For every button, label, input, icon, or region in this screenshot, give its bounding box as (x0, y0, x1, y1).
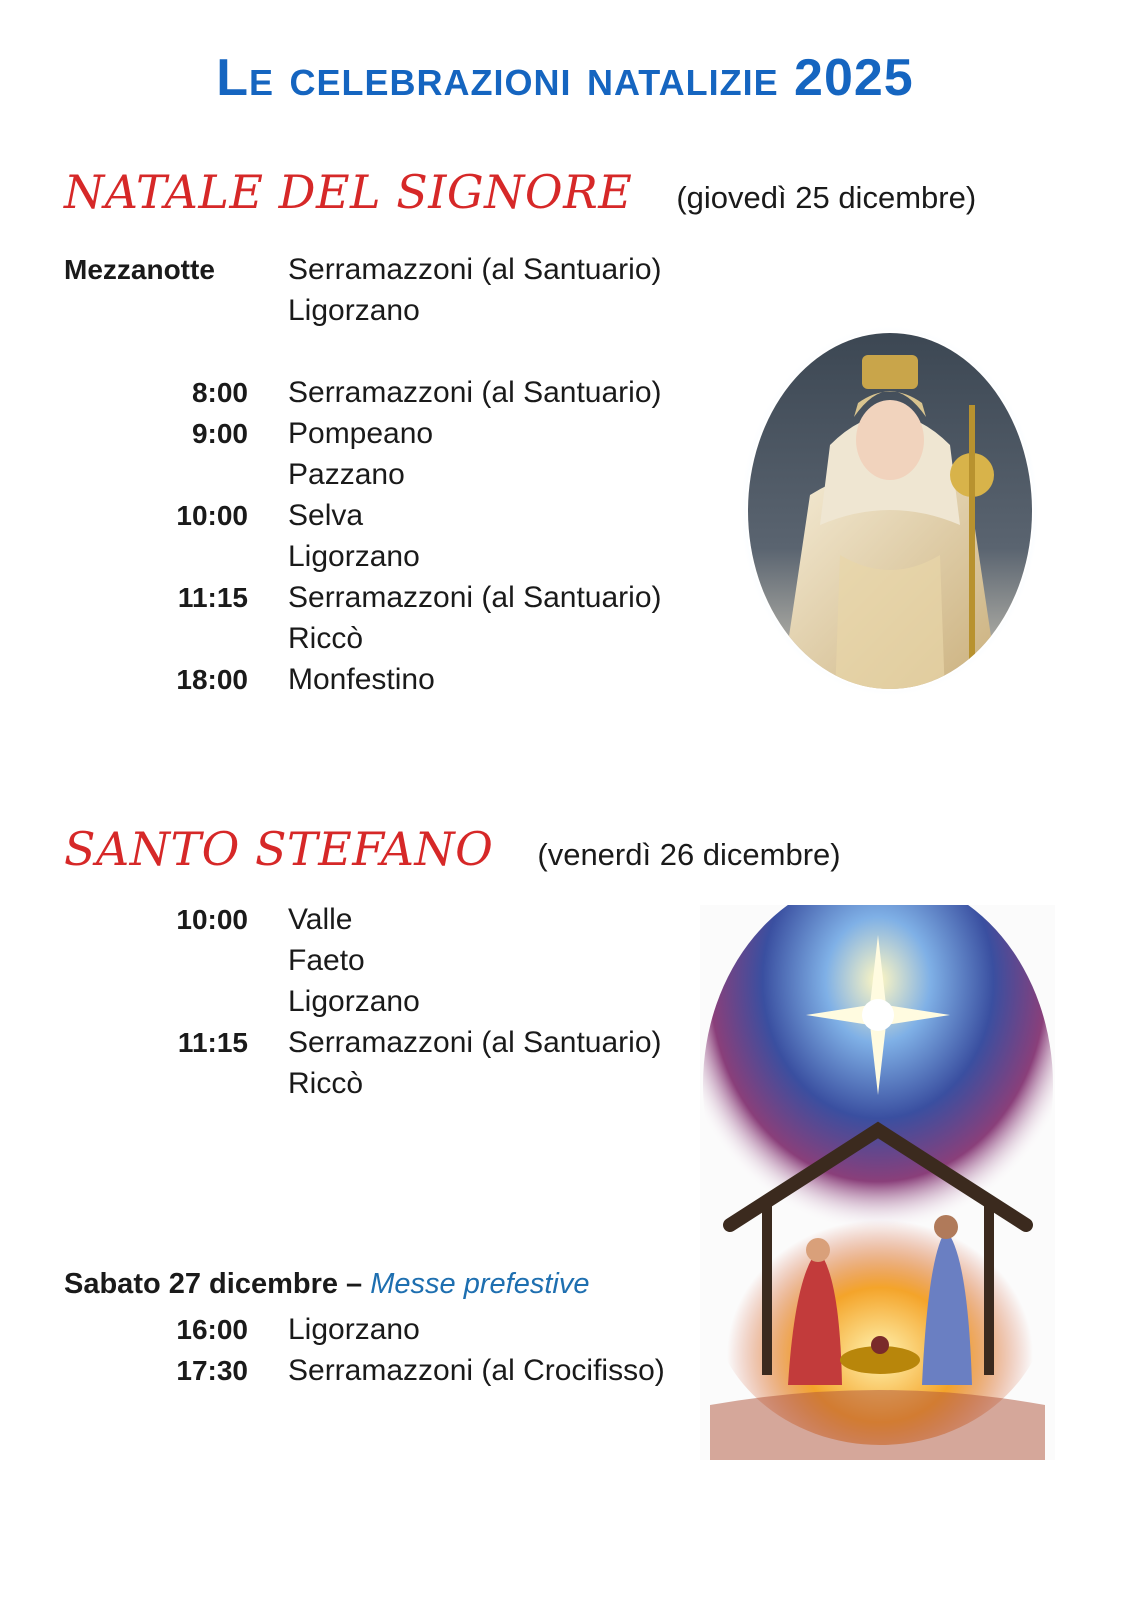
schedule-place: Serramazzoni (al Santuario) (288, 1026, 662, 1059)
schedule-place: Ligorzano (288, 294, 420, 327)
schedule-place: Faeto (288, 944, 365, 977)
schedule-place: Riccò (288, 622, 364, 655)
sabato-heading (64, 1268, 589, 1301)
schedule-row (0, 1309, 420, 1350)
schedule-row (0, 454, 405, 495)
schedule-row (0, 249, 662, 290)
natale-date: (giovedì 25 dicembre) (676, 180, 977, 215)
schedule-row (0, 577, 662, 618)
schedule-time: 11:15 (177, 1027, 248, 1058)
schedule-place: Riccò (288, 1067, 364, 1100)
schedule-time: 16:00 (176, 1314, 248, 1345)
schedule-place: Valle (288, 903, 353, 936)
schedule-row (0, 981, 420, 1022)
schedule-row (0, 290, 420, 331)
schedule-row (0, 618, 364, 659)
schedule-place: Serramazzoni (al Santuario) (288, 253, 662, 286)
schedule-time: 8:00 (191, 377, 248, 408)
schedule-row (0, 495, 364, 536)
schedule-place: Pompeano (288, 417, 434, 450)
sabato-note: Messe prefestive (370, 1268, 590, 1300)
natale-heading (64, 165, 976, 219)
schedule-time: 11:15 (177, 582, 248, 613)
schedule-row (0, 1063, 364, 1104)
schedule-place: Monfestino (288, 663, 435, 696)
schedule-row (0, 536, 420, 577)
schedule-time: 10:00 (176, 904, 248, 935)
sabato-label: Sabato 27 dicembre – (64, 1268, 371, 1300)
nativity-watercolor-icon (700, 905, 1055, 1460)
schedule-time: 9:00 (191, 418, 248, 449)
schedule-row (0, 899, 353, 940)
schedule-place: Ligorzano (288, 540, 420, 573)
schedule-row (0, 1022, 662, 1063)
schedule-row (0, 1350, 665, 1391)
schedule-place: Ligorzano (288, 985, 420, 1018)
schedule-place: Pazzano (288, 458, 405, 491)
schedule-row (0, 659, 435, 700)
stefano-date: (venerdì 26 dicembre) (537, 837, 841, 872)
schedule-place: Ligorzano (288, 1313, 420, 1346)
page-title: Le celebrazioni natalizie 2025 (216, 49, 914, 107)
stefano-heading (64, 822, 841, 876)
child-jesus-portrait-icon (740, 325, 1040, 697)
stefano-title: SANTO STEFANO (64, 822, 494, 876)
schedule-time: 17:30 (176, 1355, 248, 1386)
schedule-time: 10:00 (176, 500, 248, 531)
natale-title: NATALE DEL SIGNORE (64, 165, 633, 219)
schedule-place: Serramazzoni (al Santuario) (288, 581, 662, 614)
schedule-place: Serramazzoni (al Santuario) (288, 376, 662, 409)
schedule-place: Serramazzoni (al Crocifisso) (288, 1354, 665, 1387)
schedule-place: Selva (288, 499, 364, 532)
schedule-row (0, 372, 662, 413)
schedule-time: 18:00 (176, 664, 248, 695)
schedule-time: Mezzanotte (64, 254, 215, 285)
schedule-row (0, 940, 365, 981)
schedule-row (0, 413, 434, 454)
